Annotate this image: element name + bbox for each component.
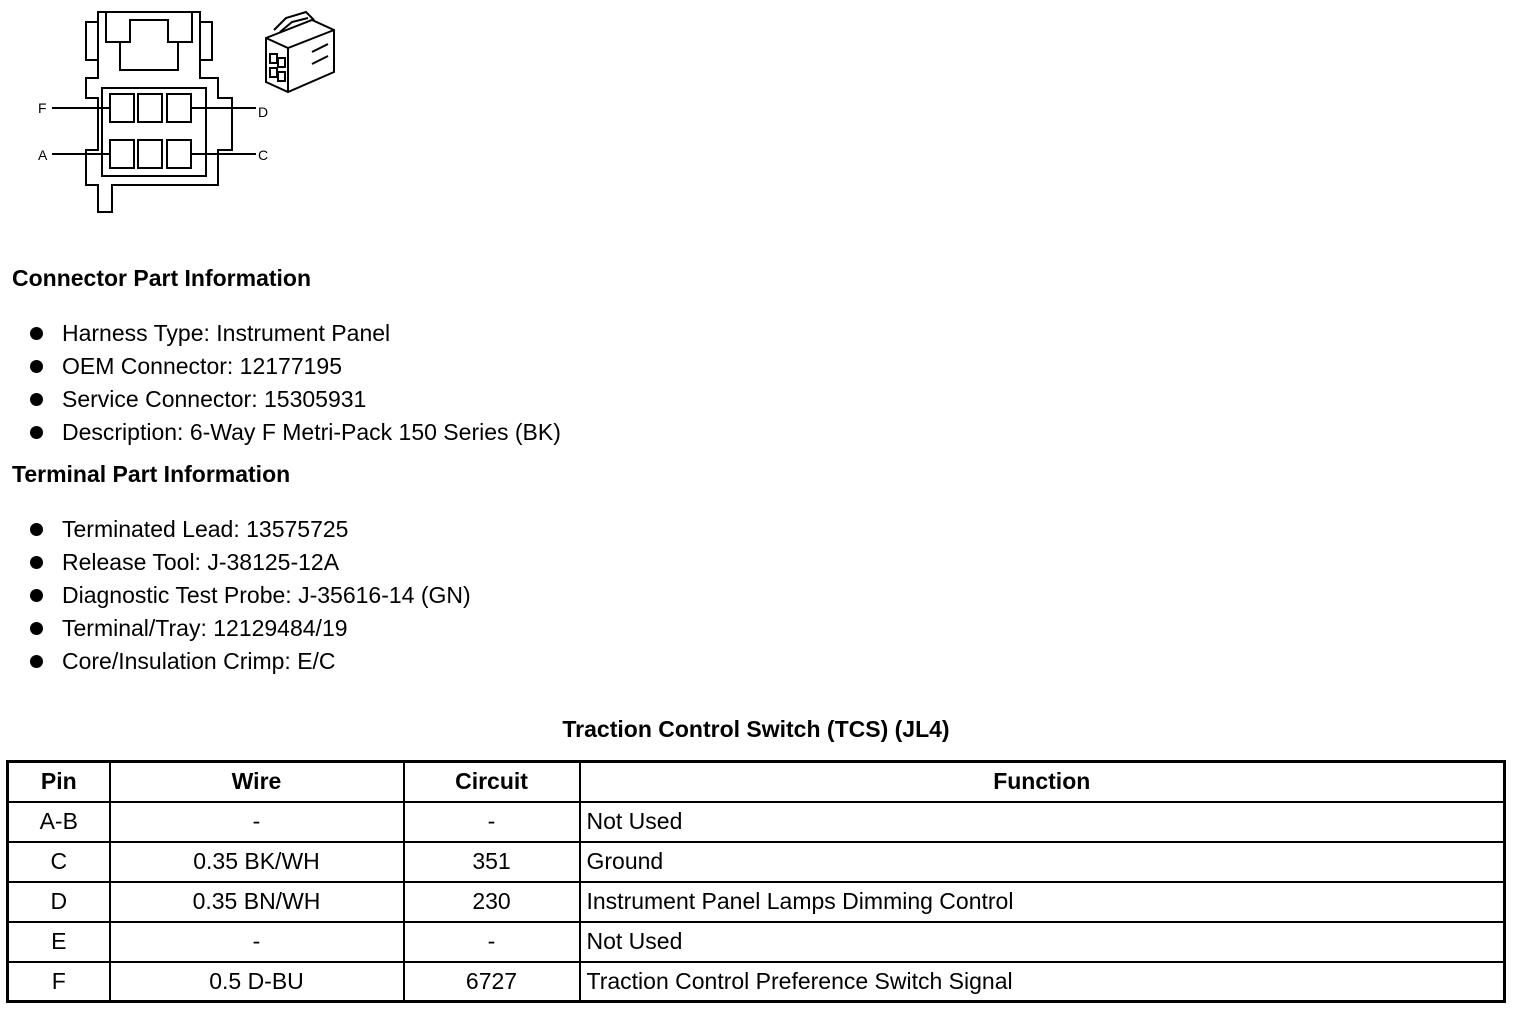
cell-pin: E [8, 922, 110, 962]
bullet-icon [30, 589, 43, 602]
cell-function: Not Used [580, 802, 1505, 842]
connector-iso-view [266, 12, 334, 92]
cell-pin: F [8, 962, 110, 1002]
cell-function: Traction Control Preference Switch Signal [580, 962, 1505, 1002]
bullet-icon [30, 556, 43, 569]
list-item: Harness Type: Instrument Panel [28, 317, 561, 350]
terminal-info-list [28, 513, 471, 678]
cavity-e [138, 94, 162, 122]
table-row [8, 802, 1505, 842]
cell-wire: - [110, 922, 404, 962]
cell-wire: 0.5 D-BU [110, 962, 404, 1002]
connector-info-title: Connector Part Information [12, 265, 312, 291]
bullet-icon [30, 523, 43, 536]
table-row [8, 842, 1505, 882]
bullet-icon [30, 622, 43, 635]
list-item: Core/Insulation Crimp: E/C [28, 645, 471, 678]
terminal-info-title: Terminal Part Information [12, 461, 291, 487]
header-wire: Wire [110, 762, 404, 802]
cell-circuit: 230 [404, 882, 580, 922]
cavity-b [138, 140, 162, 168]
table-header-row [8, 762, 1505, 802]
cell-wire: - [110, 802, 404, 842]
list-item: Description: 6-Way F Metri-Pack 150 Series (BK) [28, 416, 561, 449]
cell-function: Instrument Panel Lamps Dimming Control [580, 882, 1505, 922]
cell-wire: 0.35 BK/WH [110, 842, 404, 882]
table-title: Traction Control Switch (TCS) (JL4) [562, 716, 950, 742]
connector-latch [106, 12, 192, 42]
header-circuit: Circuit [404, 762, 580, 802]
bullet-icon [30, 393, 43, 406]
bullet-icon [30, 655, 43, 668]
cell-circuit: - [404, 922, 580, 962]
pinout-table [6, 760, 1506, 1003]
list-item: Terminated Lead: 13575725 [28, 513, 471, 546]
table-row [8, 962, 1505, 1002]
list-item: Service Connector: 15305931 [28, 383, 561, 416]
connector-info-list [28, 317, 561, 449]
table-row [8, 922, 1505, 962]
bullet-icon [30, 360, 43, 373]
cell-pin: D [8, 882, 110, 922]
cell-function: Not Used [580, 922, 1505, 962]
header-pin: Pin [8, 762, 110, 802]
pin-label-a: A [38, 147, 48, 163]
header-function: Function [580, 762, 1505, 802]
cell-circuit: - [404, 802, 580, 842]
pin-label-f: F [38, 100, 47, 116]
cell-pin: A-B [8, 802, 110, 842]
bullet-icon [30, 327, 43, 340]
cavity-a [110, 140, 134, 168]
connector-diagram [30, 0, 360, 220]
cell-circuit: 351 [404, 842, 580, 882]
list-item: OEM Connector: 12177195 [28, 350, 561, 383]
cell-function: Ground [580, 842, 1505, 882]
list-item: Release Tool: J-38125-12A [28, 546, 471, 579]
table-row [8, 882, 1505, 922]
bullet-icon [30, 426, 43, 439]
cell-circuit: 6727 [404, 962, 580, 1002]
cavity-c [167, 140, 191, 168]
list-item: Terminal/Tray: 12129484/19 [28, 612, 471, 645]
pin-label-c: C [258, 147, 269, 163]
cell-pin: C [8, 842, 110, 882]
pin-label-d: D [258, 104, 269, 120]
cell-wire: 0.35 BN/WH [110, 882, 404, 922]
cavity-f [110, 94, 134, 122]
cavity-d [167, 94, 191, 122]
list-item: Diagnostic Test Probe: J-35616-14 (GN) [28, 579, 471, 612]
